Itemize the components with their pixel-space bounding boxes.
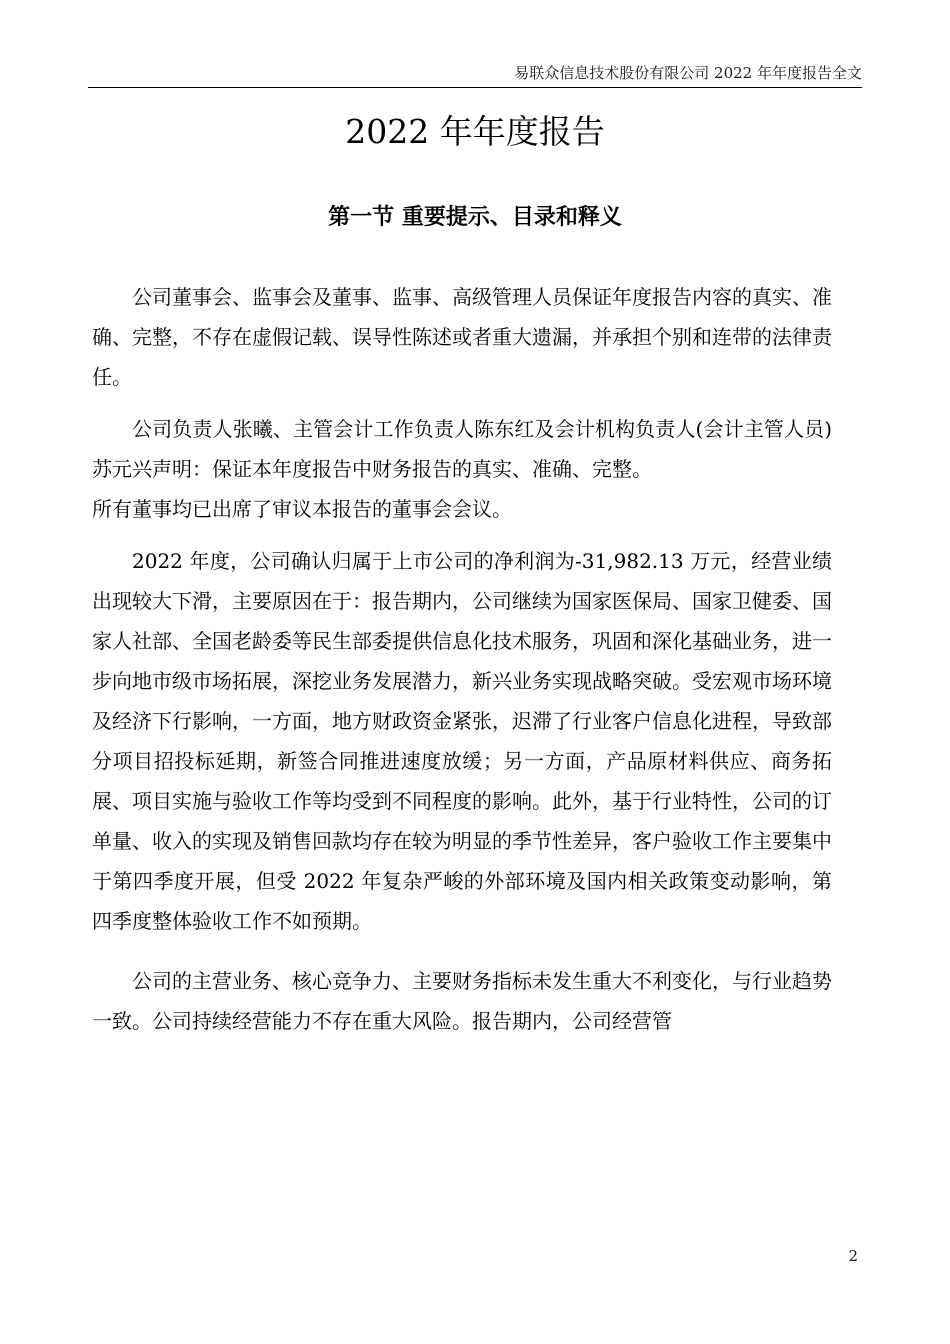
paragraph-responsibility-statement: 公司董事会、监事会及董事、监事、高级管理人员保证年度报告内容的真实、准确、完整，不存在虚假记载、误导性陈述或者重大遗漏，并承担个别和连带的法律责任。 [92,285,832,389]
paragraph-officer-declaration: 公司负责人张曦、主管会计工作负责人陈东红及会计机构负责人(会计主管人员)苏元兴声明：保证本年度报告中财务报告的真实、准确、完整。 [92,417,832,481]
paragraph-board-attendance: 所有董事均已出席了审议本报告的董事会会议。 [92,497,512,521]
paragraph-business-status: 公司的主营业务、核心竞争力、主要财务指标未发生重大不利变化，与行业趋势一致。公司持续经营能力不存在重大风险。报告期内，公司经营管 [92,969,832,1033]
header-divider [88,87,862,88]
running-header: 易联众信息技术股份有限公司 2022 年年度报告全文 [514,64,862,82]
report-title: 2022 年年度报告 [345,112,605,151]
section-title: 第一节 重要提示、目录和释义 [328,204,622,230]
page-number: 2 [848,1247,858,1265]
body-text [92,277,832,1041]
paragraph-performance-explanation: 2022 年度，公司确认归属于上市公司的净利润为-31,982.13 万元，经营业绩出现较大下滑，主要原因在于：报告期内，公司继续为国家医保局、国家卫健委、国家人社部、全国老龄委等民生部委提供信息化技术服务，巩固和深化基础业务，进一步向地市级市场拓展，深挖业务发展潜力，新兴业务实现战略突破。受宏观市场环境及经济下行影响，一方面，地方财政资金紧张，迟滞了行业客户信息化进程，导致部分项目招投标延期，新签合同推进速度放缓；另一方面，产品原材料供应、商务拓展、项目实施与验收工作等均受到不同程度的影响。此外，基于行业特性，公司的订单量、收入的实现及销售回款均存在较为明显的季节性差异，客户验收工作主要集中于第四季度开展，但受 2022 年复杂严峻的外部环境及国内相关政策变动影响，第四季度整体验收工作不如预期。 [92,549,832,933]
